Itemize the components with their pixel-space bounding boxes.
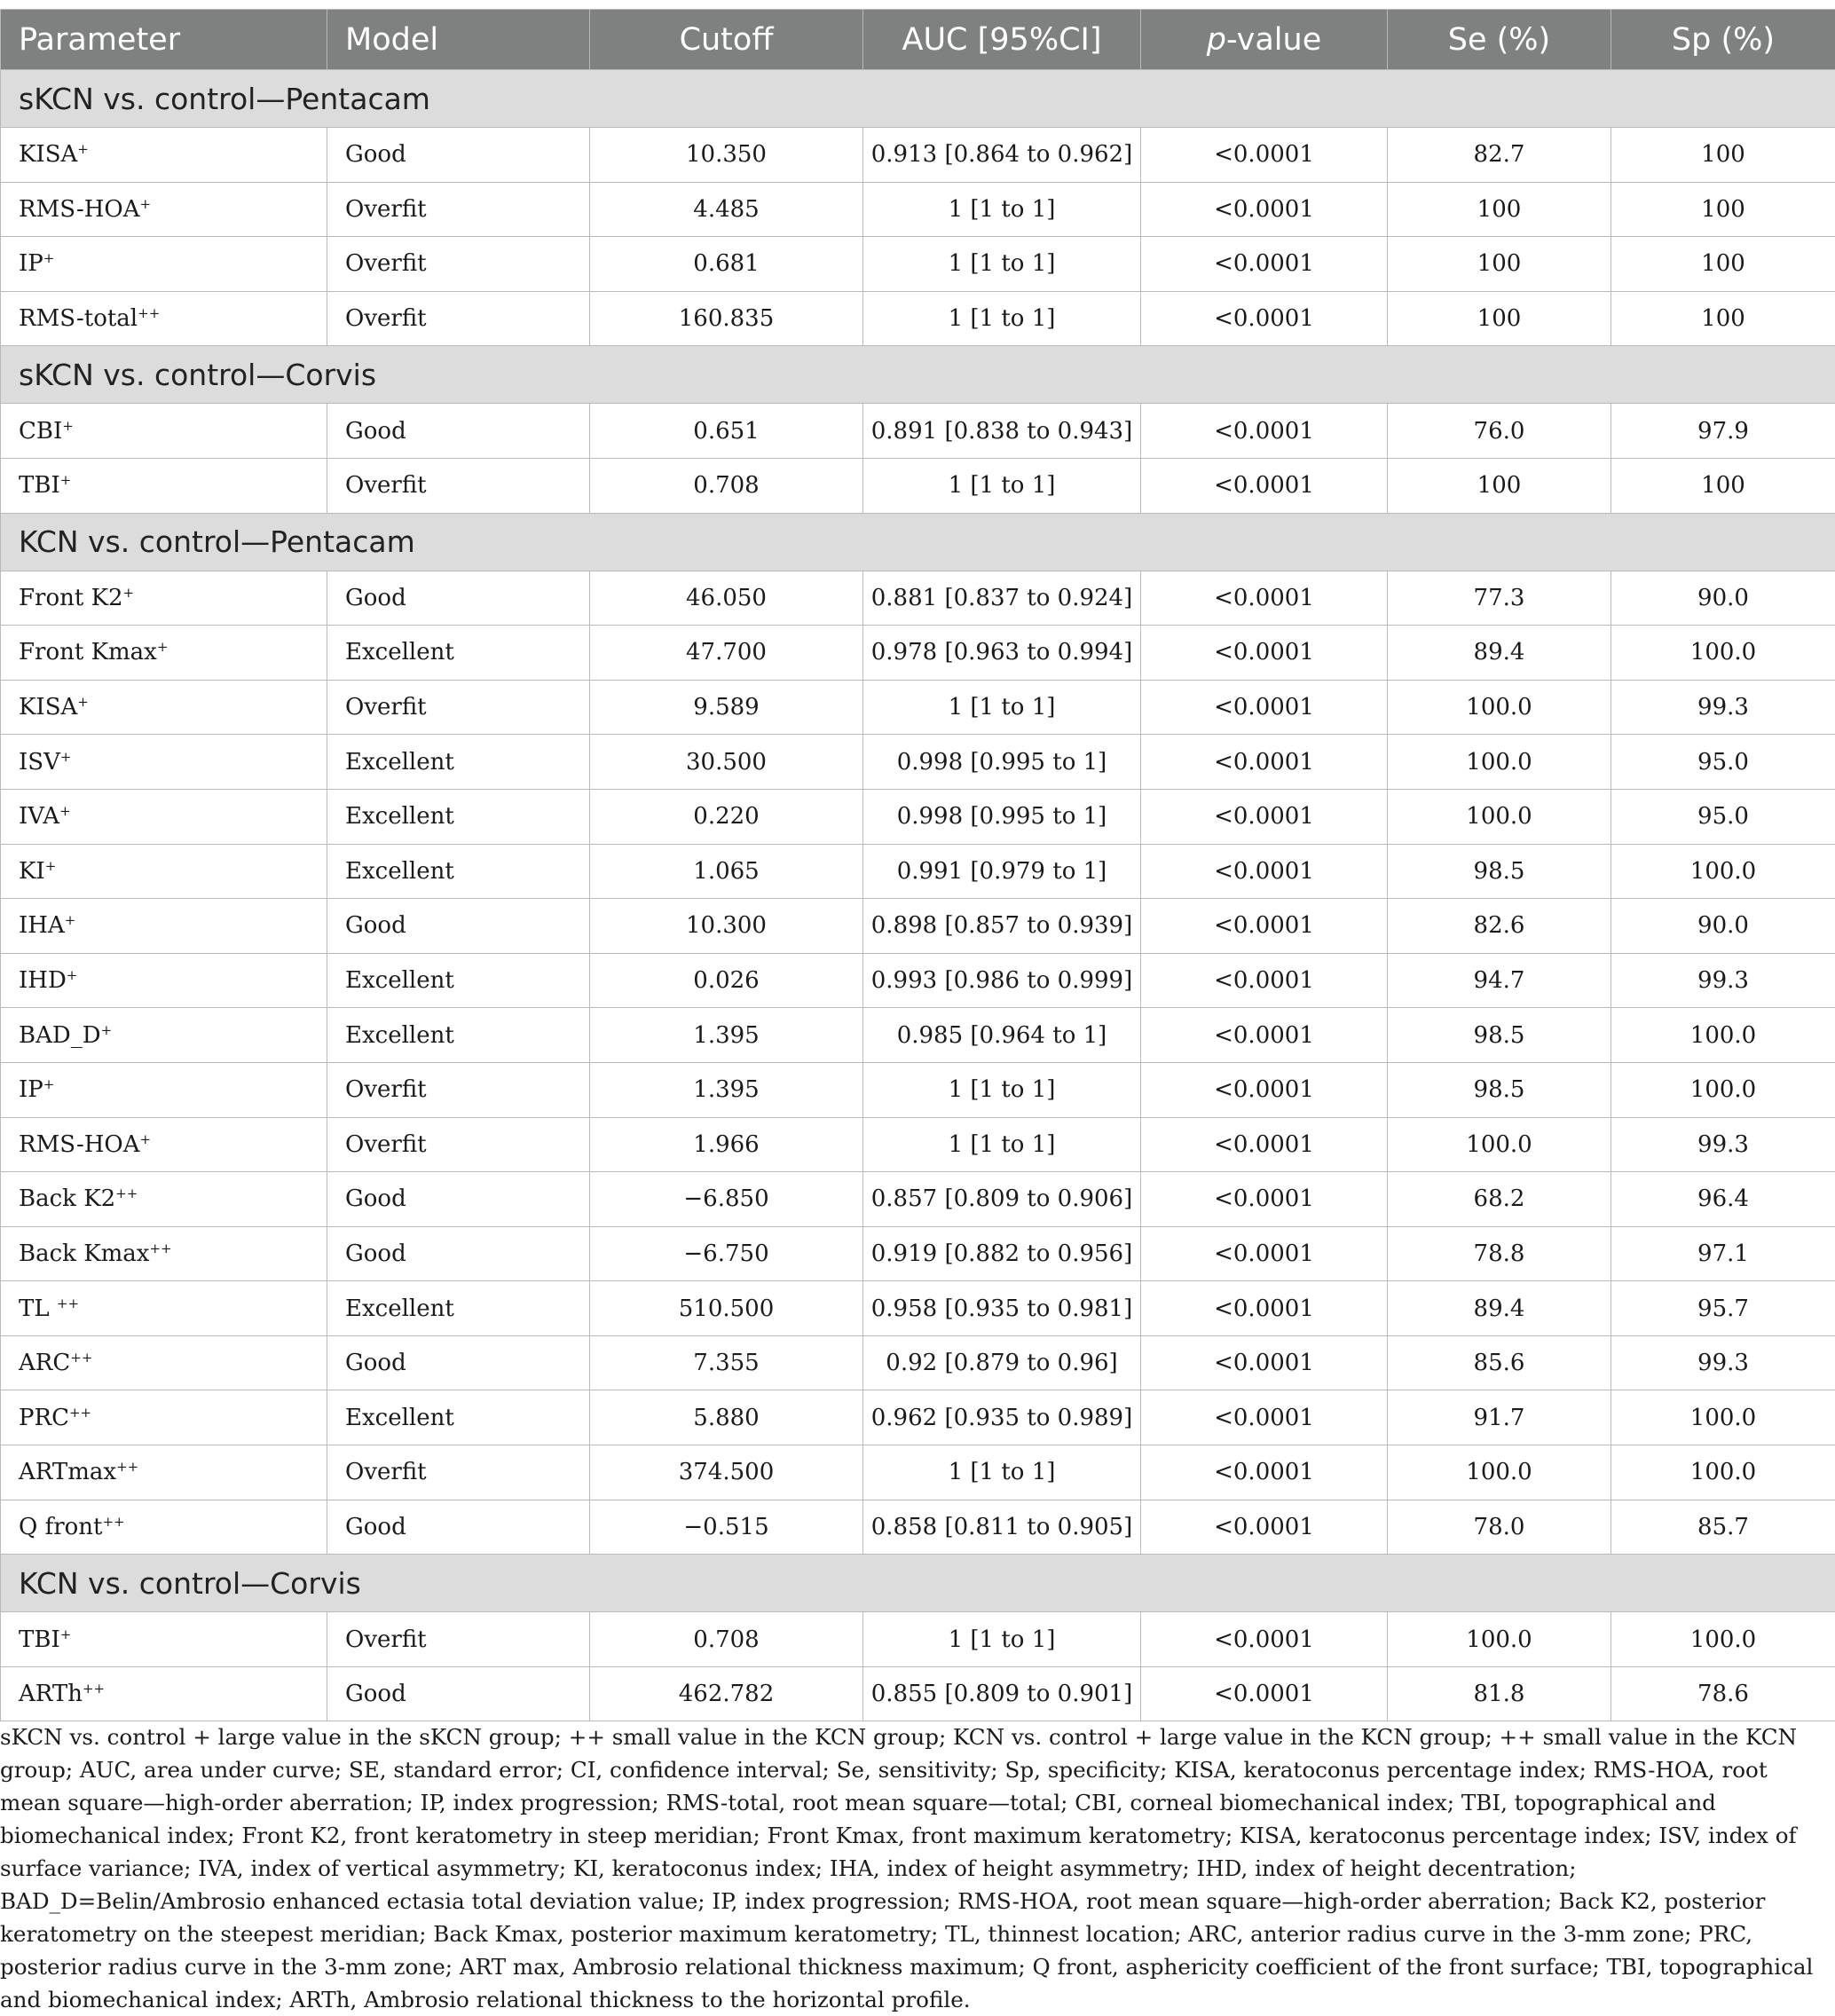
- parameter-superscript: +: [45, 858, 57, 874]
- parameter-superscript: ++: [70, 1350, 92, 1366]
- parameter-name: TL: [19, 1295, 57, 1322]
- parameter-superscript: +: [43, 250, 55, 266]
- cell-sp: 100: [1611, 237, 1835, 292]
- cell-model: Good: [327, 404, 590, 459]
- parameter-name: IHA: [19, 912, 65, 939]
- section-title: KCN vs. control—Corvis: [1, 1555, 1835, 1612]
- cell-sp: 100.0: [1611, 844, 1835, 899]
- cell-cutoff: 374.500: [590, 1445, 863, 1500]
- table-row: [1, 404, 1835, 459]
- cell-parameter: [1, 789, 327, 844]
- parameter-superscript: +: [101, 1022, 113, 1038]
- table-body: [1, 70, 1835, 1721]
- cell-cutoff: −0.515: [590, 1500, 863, 1555]
- parameter-superscript: +: [60, 472, 72, 488]
- table-row: [1, 237, 1835, 292]
- cell-p-value: <0.0001: [1141, 128, 1388, 183]
- cell-model: Good: [327, 1335, 590, 1390]
- cell-p-value: <0.0001: [1141, 458, 1388, 513]
- cell-parameter: [1, 1500, 327, 1555]
- parameter-superscript: +: [140, 1131, 152, 1147]
- cell-p-value: <0.0001: [1141, 1390, 1388, 1445]
- cell-se: 100.0: [1388, 1445, 1611, 1500]
- parameter-superscript: ++: [83, 1681, 105, 1697]
- table-row: [1, 571, 1835, 626]
- cell-auc: 1 [1 to 1]: [863, 182, 1141, 237]
- cell-model: Overfit: [327, 1117, 590, 1172]
- parameter-name: IHD: [19, 967, 67, 994]
- cell-p-value: <0.0001: [1141, 1117, 1388, 1172]
- cell-cutoff: 4.485: [590, 182, 863, 237]
- cell-auc: 0.978 [0.963 to 0.994]: [863, 626, 1141, 681]
- parameter-name: TBI: [19, 472, 60, 499]
- header-cutoff: Cutoff: [590, 10, 863, 70]
- cell-se: 100: [1388, 291, 1611, 346]
- cell-sp: 100.0: [1611, 1062, 1835, 1117]
- cell-model: Good: [327, 571, 590, 626]
- parameter-superscript: ++: [69, 1405, 91, 1421]
- parameter-name: KISA: [19, 694, 77, 721]
- table-row: [1, 182, 1835, 237]
- cell-parameter: [1, 680, 327, 735]
- cell-cutoff: 10.300: [590, 899, 863, 954]
- table-row: [1, 1500, 1835, 1555]
- parameter-superscript: ++: [115, 1185, 138, 1201]
- cell-p-value: <0.0001: [1141, 1281, 1388, 1336]
- cell-parameter: [1, 571, 327, 626]
- cell-model: Overfit: [327, 680, 590, 735]
- parameter-name: Front K2: [19, 585, 123, 611]
- cell-cutoff: 7.355: [590, 1335, 863, 1390]
- cell-parameter: [1, 128, 327, 183]
- results-table: [0, 9, 1835, 1721]
- header-auc: AUC [95%CI]: [863, 10, 1141, 70]
- cell-auc: 0.92 [0.879 to 0.96]: [863, 1335, 1141, 1390]
- cell-cutoff: 160.835: [590, 291, 863, 346]
- cell-sp: 95.0: [1611, 789, 1835, 844]
- table-row: [1, 128, 1835, 183]
- header-parameter: Parameter: [1, 10, 327, 70]
- cell-cutoff: −6.850: [590, 1172, 863, 1227]
- cell-p-value: <0.0001: [1141, 1008, 1388, 1063]
- cell-cutoff: 46.050: [590, 571, 863, 626]
- header-se: Se (%): [1388, 10, 1611, 70]
- cell-parameter: [1, 182, 327, 237]
- cell-parameter: [1, 291, 327, 346]
- cell-se: 100.0: [1388, 1612, 1611, 1667]
- table-row: [1, 899, 1835, 954]
- parameter-superscript: ++: [149, 1240, 171, 1256]
- cell-cutoff: 1.065: [590, 844, 863, 899]
- cell-auc: 1 [1 to 1]: [863, 1612, 1141, 1667]
- cell-cutoff: 0.708: [590, 1612, 863, 1667]
- cell-model: Good: [327, 899, 590, 954]
- parameter-superscript: ++: [57, 1295, 79, 1311]
- table-header: [1, 10, 1835, 70]
- cell-auc: 0.858 [0.811 to 0.905]: [863, 1500, 1141, 1555]
- parameter-name: Back K2: [19, 1185, 115, 1212]
- cell-p-value: <0.0001: [1141, 182, 1388, 237]
- cell-parameter: [1, 1117, 327, 1172]
- table-row: [1, 1335, 1835, 1390]
- cell-se: 94.7: [1388, 953, 1611, 1008]
- cell-se: 82.6: [1388, 899, 1611, 954]
- cell-auc: 0.998 [0.995 to 1]: [863, 789, 1141, 844]
- table-row: [1, 291, 1835, 346]
- cell-model: Overfit: [327, 458, 590, 513]
- cell-cutoff: 1.966: [590, 1117, 863, 1172]
- cell-p-value: <0.0001: [1141, 404, 1388, 459]
- cell-sp: 99.3: [1611, 1335, 1835, 1390]
- parameter-name: IP: [19, 250, 43, 277]
- cell-sp: 99.3: [1611, 953, 1835, 1008]
- cell-auc: 0.855 [0.809 to 0.901]: [863, 1666, 1141, 1721]
- cell-cutoff: 47.700: [590, 626, 863, 681]
- cell-parameter: [1, 1666, 327, 1721]
- parameter-superscript: ++: [116, 1459, 138, 1475]
- parameter-superscript: +: [157, 639, 169, 655]
- cell-cutoff: 0.651: [590, 404, 863, 459]
- cell-model: Excellent: [327, 789, 590, 844]
- cell-cutoff: 30.500: [590, 735, 863, 790]
- parameter-name: RMS-total: [19, 305, 138, 332]
- section-header-row: [1, 70, 1835, 128]
- cell-se: 91.7: [1388, 1390, 1611, 1445]
- table-row: [1, 953, 1835, 1008]
- cell-parameter: [1, 1390, 327, 1445]
- cell-parameter: [1, 458, 327, 513]
- cell-se: 76.0: [1388, 404, 1611, 459]
- cell-parameter: [1, 1172, 327, 1227]
- cell-model: Excellent: [327, 1390, 590, 1445]
- cell-model: Good: [327, 1500, 590, 1555]
- cell-sp: 78.6: [1611, 1666, 1835, 1721]
- cell-cutoff: 1.395: [590, 1062, 863, 1117]
- cell-parameter: [1, 1612, 327, 1667]
- table-row: [1, 680, 1835, 735]
- table-row: [1, 1390, 1835, 1445]
- cell-auc: 0.958 [0.935 to 0.981]: [863, 1281, 1141, 1336]
- parameter-name: CBI: [19, 418, 62, 445]
- cell-parameter: [1, 899, 327, 954]
- parameter-name: Front Kmax: [19, 639, 157, 665]
- cell-sp: 90.0: [1611, 899, 1835, 954]
- cell-p-value: <0.0001: [1141, 1500, 1388, 1555]
- cell-se: 100.0: [1388, 680, 1611, 735]
- cell-cutoff: 10.350: [590, 128, 863, 183]
- cell-auc: 0.962 [0.935 to 0.989]: [863, 1390, 1141, 1445]
- parameter-superscript: +: [43, 1076, 55, 1092]
- cell-auc: 0.898 [0.857 to 0.939]: [863, 899, 1141, 954]
- cell-p-value: <0.0001: [1141, 1612, 1388, 1667]
- table-footnote: sKCN vs. control + large value in the sKCN group; ++ small value in the KCN group; KCN vs. control + large value in the KCN group; ++ small value in the KCN group; AUC, area under curve; SE, standard error; CI, confidence interval; Se, sensitivity; Sp, specificity; KISA, keratoconus percentage index; RMS-HOA, root mean square—high-order aberration; IP, index progression; RMS-total, root mean square—total; CBI, corneal biomechanical index; TBI, topographical and biomechanical index; Front K2, front keratometry in steep meridian; Front Kmax, front maximum keratometry; KISA, keratoconus percentage index; ISV, index of surface variance; IVA, index of vertical asymmetry; KI, keratoconus index; IHA, index of height asymmetry; IHD, index of height decentration; BAD_D=Belin/Ambrosio enhanced ectasia total deviation value; IP, index progression; RMS-HOA, root mean square—high-order aberration; Back K2, posterior keratometry on the steepest meridian; Back Kmax, posterior maximum keratometry; TL, thinnest location; ARC, anterior radius curve in the 3-mm zone; PRC, posterior radius curve in the 3-mm zone; ART max, Ambrosio relational thickness maximum; Q front, asphericity coefficient of the front surface; TBI, topographical and biomechanical index; ARTh, Ambrosio relational thickness to the horizontal profile.: [0, 1721, 1835, 2016]
- cell-p-value: <0.0001: [1141, 899, 1388, 954]
- cell-parameter: [1, 1445, 327, 1500]
- cell-sp: 100.0: [1611, 1445, 1835, 1500]
- cell-sp: 100.0: [1611, 1612, 1835, 1667]
- cell-se: 78.8: [1388, 1226, 1611, 1281]
- cell-parameter: [1, 1226, 327, 1281]
- cell-cutoff: 0.220: [590, 789, 863, 844]
- cell-model: Overfit: [327, 182, 590, 237]
- parameter-name: RMS-HOA: [19, 196, 140, 223]
- cell-parameter: [1, 626, 327, 681]
- cell-cutoff: 9.589: [590, 680, 863, 735]
- table-row: [1, 1062, 1835, 1117]
- cell-cutoff: 1.395: [590, 1008, 863, 1063]
- header-p-value: [1141, 10, 1388, 70]
- cell-se: 100: [1388, 458, 1611, 513]
- cell-cutoff: 0.708: [590, 458, 863, 513]
- parameter-superscript: +: [60, 1626, 72, 1642]
- cell-se: 98.5: [1388, 1062, 1611, 1117]
- cell-auc: 1 [1 to 1]: [863, 291, 1141, 346]
- cell-p-value: <0.0001: [1141, 237, 1388, 292]
- cell-se: 89.4: [1388, 626, 1611, 681]
- cell-auc: 1 [1 to 1]: [863, 1117, 1141, 1172]
- cell-p-value: <0.0001: [1141, 953, 1388, 1008]
- cell-cutoff: 510.500: [590, 1281, 863, 1336]
- cell-auc: 0.891 [0.838 to 0.943]: [863, 404, 1141, 459]
- cell-model: Good: [327, 128, 590, 183]
- cell-cutoff: 5.880: [590, 1390, 863, 1445]
- cell-auc: 0.993 [0.986 to 0.999]: [863, 953, 1141, 1008]
- cell-sp: 100: [1611, 291, 1835, 346]
- cell-auc: 0.913 [0.864 to 0.962]: [863, 128, 1141, 183]
- header-p-rest: -value: [1226, 22, 1321, 58]
- cell-auc: 0.857 [0.809 to 0.906]: [863, 1172, 1141, 1227]
- section-header-row: [1, 513, 1835, 571]
- cell-p-value: <0.0001: [1141, 1172, 1388, 1227]
- parameter-name: KI: [19, 858, 45, 885]
- parameter-name: IVA: [19, 803, 59, 830]
- cell-sp: 100.0: [1611, 1390, 1835, 1445]
- cell-se: 100.0: [1388, 1117, 1611, 1172]
- parameter-superscript: +: [60, 749, 72, 765]
- parameter-name: Q front: [19, 1514, 102, 1540]
- cell-p-value: <0.0001: [1141, 680, 1388, 735]
- cell-p-value: <0.0001: [1141, 1445, 1388, 1500]
- cell-model: Overfit: [327, 1445, 590, 1500]
- cell-model: Excellent: [327, 1008, 590, 1063]
- parameter-name: Back Kmax: [19, 1240, 149, 1267]
- header-row: [1, 10, 1835, 70]
- cell-se: 100.0: [1388, 789, 1611, 844]
- cell-p-value: <0.0001: [1141, 1335, 1388, 1390]
- parameter-name: ISV: [19, 749, 60, 776]
- cell-sp: 100: [1611, 128, 1835, 183]
- cell-p-value: <0.0001: [1141, 789, 1388, 844]
- cell-se: 85.6: [1388, 1335, 1611, 1390]
- cell-sp: 95.7: [1611, 1281, 1835, 1336]
- cell-p-value: <0.0001: [1141, 1062, 1388, 1117]
- cell-sp: 97.9: [1611, 404, 1835, 459]
- cell-p-value: <0.0001: [1141, 1666, 1388, 1721]
- cell-p-value: <0.0001: [1141, 291, 1388, 346]
- cell-model: Good: [327, 1172, 590, 1227]
- cell-se: 98.5: [1388, 1008, 1611, 1063]
- cell-sp: 100.0: [1611, 626, 1835, 681]
- cell-auc: 1 [1 to 1]: [863, 1062, 1141, 1117]
- cell-cutoff: 462.782: [590, 1666, 863, 1721]
- cell-cutoff: 0.681: [590, 237, 863, 292]
- cell-sp: 95.0: [1611, 735, 1835, 790]
- cell-se: 89.4: [1388, 1281, 1611, 1336]
- cell-p-value: <0.0001: [1141, 571, 1388, 626]
- cell-se: 78.0: [1388, 1500, 1611, 1555]
- cell-model: Excellent: [327, 953, 590, 1008]
- table-row: [1, 458, 1835, 513]
- cell-parameter: [1, 1335, 327, 1390]
- cell-sp: 85.7: [1611, 1500, 1835, 1555]
- parameter-name: BAD_D: [19, 1022, 101, 1049]
- cell-auc: 1 [1 to 1]: [863, 680, 1141, 735]
- cell-auc: 1 [1 to 1]: [863, 237, 1141, 292]
- cell-cutoff: −6.750: [590, 1226, 863, 1281]
- cell-parameter: [1, 237, 327, 292]
- cell-model: Excellent: [327, 844, 590, 899]
- table-row: [1, 1281, 1835, 1336]
- parameter-superscript: +: [140, 196, 152, 212]
- cell-p-value: <0.0001: [1141, 735, 1388, 790]
- parameter-superscript: +: [67, 967, 78, 983]
- cell-auc: 0.991 [0.979 to 1]: [863, 844, 1141, 899]
- parameter-name: ARTmax: [19, 1459, 116, 1485]
- cell-se: 100: [1388, 237, 1611, 292]
- table-row: [1, 1008, 1835, 1063]
- parameter-name: IP: [19, 1076, 43, 1103]
- cell-se: 68.2: [1388, 1172, 1611, 1227]
- cell-se: 98.5: [1388, 844, 1611, 899]
- cell-p-value: <0.0001: [1141, 626, 1388, 681]
- cell-cutoff: 0.026: [590, 953, 863, 1008]
- cell-parameter: [1, 844, 327, 899]
- cell-model: Excellent: [327, 1281, 590, 1336]
- cell-se: 82.7: [1388, 128, 1611, 183]
- cell-parameter: [1, 735, 327, 790]
- table-row: [1, 735, 1835, 790]
- table-row: [1, 789, 1835, 844]
- parameter-superscript: +: [59, 803, 71, 819]
- cell-se: 77.3: [1388, 571, 1611, 626]
- section-title: sKCN vs. control—Pentacam: [1, 70, 1835, 128]
- cell-model: Excellent: [327, 735, 590, 790]
- parameter-superscript: +: [62, 418, 74, 434]
- cell-model: Excellent: [327, 626, 590, 681]
- table-wrapper: [0, 9, 1835, 1721]
- header-model: Model: [327, 10, 590, 70]
- cell-parameter: [1, 1062, 327, 1117]
- table-row: [1, 1117, 1835, 1172]
- parameter-name: RMS-HOA: [19, 1131, 140, 1158]
- table-row: [1, 626, 1835, 681]
- parameter-superscript: +: [123, 585, 135, 601]
- cell-sp: 100: [1611, 182, 1835, 237]
- cell-parameter: [1, 404, 327, 459]
- parameter-superscript: +: [65, 912, 76, 928]
- header-sp: Sp (%): [1611, 10, 1835, 70]
- cell-se: 81.8: [1388, 1666, 1611, 1721]
- cell-sp: 96.4: [1611, 1172, 1835, 1227]
- parameter-name: ARTh: [19, 1681, 83, 1707]
- table-row: [1, 1612, 1835, 1667]
- section-title: sKCN vs. control—Corvis: [1, 346, 1835, 404]
- table-row: [1, 1666, 1835, 1721]
- section-header-row: [1, 346, 1835, 404]
- cell-se: 100: [1388, 182, 1611, 237]
- parameter-superscript: ++: [138, 305, 160, 321]
- cell-auc: 0.998 [0.995 to 1]: [863, 735, 1141, 790]
- cell-auc: 0.881 [0.837 to 0.924]: [863, 571, 1141, 626]
- cell-model: Overfit: [327, 1062, 590, 1117]
- parameter-superscript: ++: [102, 1514, 124, 1530]
- cell-model: Overfit: [327, 237, 590, 292]
- section-title: KCN vs. control—Pentacam: [1, 513, 1835, 571]
- parameter-name: PRC: [19, 1405, 69, 1431]
- cell-sp: 99.3: [1611, 680, 1835, 735]
- cell-model: Overfit: [327, 291, 590, 346]
- cell-parameter: [1, 953, 327, 1008]
- parameter-name: ARC: [19, 1350, 70, 1376]
- cell-sp: 90.0: [1611, 571, 1835, 626]
- table-row: [1, 1226, 1835, 1281]
- cell-auc: 0.919 [0.882 to 0.956]: [863, 1226, 1141, 1281]
- cell-model: Good: [327, 1226, 590, 1281]
- cell-parameter: [1, 1281, 327, 1336]
- cell-auc: 1 [1 to 1]: [863, 1445, 1141, 1500]
- table-row: [1, 1445, 1835, 1500]
- cell-sp: 100.0: [1611, 1008, 1835, 1063]
- cell-sp: 99.3: [1611, 1117, 1835, 1172]
- cell-parameter: [1, 1008, 327, 1063]
- parameter-superscript: +: [77, 694, 89, 710]
- parameter-superscript: +: [77, 141, 89, 157]
- cell-sp: 97.1: [1611, 1226, 1835, 1281]
- parameter-name: KISA: [19, 141, 77, 168]
- section-header-row: [1, 1555, 1835, 1612]
- cell-se: 100.0: [1388, 735, 1611, 790]
- header-p-italic: p: [1207, 22, 1226, 58]
- table-row: [1, 1172, 1835, 1227]
- parameter-name: TBI: [19, 1626, 60, 1653]
- cell-model: Good: [327, 1666, 590, 1721]
- cell-p-value: <0.0001: [1141, 844, 1388, 899]
- cell-auc: 0.985 [0.964 to 1]: [863, 1008, 1141, 1063]
- cell-sp: 100: [1611, 458, 1835, 513]
- cell-auc: 1 [1 to 1]: [863, 458, 1141, 513]
- table-row: [1, 844, 1835, 899]
- cell-p-value: <0.0001: [1141, 1226, 1388, 1281]
- cell-model: Overfit: [327, 1612, 590, 1667]
